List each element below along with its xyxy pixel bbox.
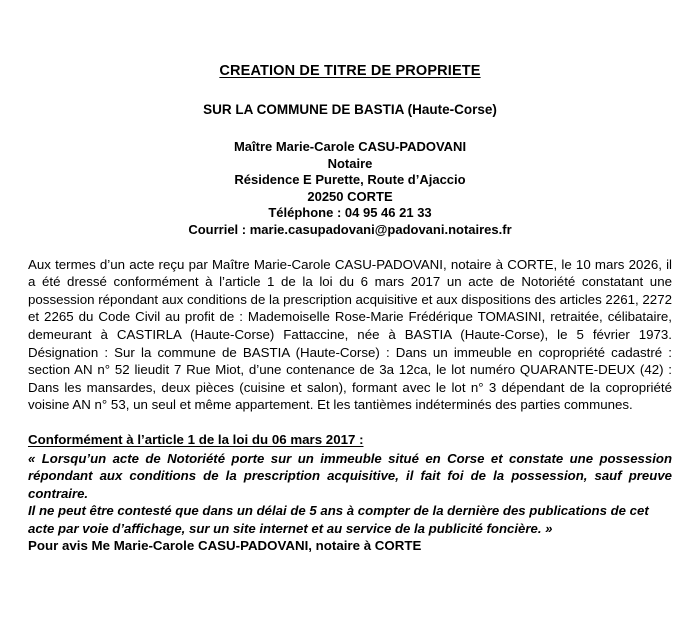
notary-contact-block <box>28 118 672 239</box>
notary-email: Courriel : marie.casupadovani@padovani.notaires.fr <box>188 221 512 237</box>
notary-postal-city: 20250 CORTE <box>307 188 393 204</box>
notary-name: Maître Marie-Carole CASU-PADOVANI <box>233 139 467 154</box>
page-title <box>28 0 672 79</box>
page-title-text: CREATION DE TITRE DE PROPRIETE <box>219 63 481 79</box>
law-quote-paragraph-2: Il ne peut être contesté que dans un délai de 5 ans à compter de la dernière des publications de cet acte par voie d’affichage, sur un site internet et au service de la publicité foncière. » <box>28 503 649 536</box>
law-reference-heading-text: Conformément à l’article 1 de la loi du 06 mars 2017 : <box>28 431 364 447</box>
notary-phone: Téléphone : 04 95 46 21 33 <box>268 205 432 221</box>
notice-signoff: Pour avis Me Marie-Carole CASU-PADOVANI, notaire à CORTE <box>28 537 422 553</box>
law-quote-block <box>28 448 672 554</box>
law-reference-heading <box>28 414 672 448</box>
page-subtitle: SUR LA COMMUNE DE BASTIA (Haute-Corse) <box>203 102 497 117</box>
law-quote-paragraph-1: « Lorsqu’un acte de Notoriété porte sur un immeuble situé en Corse et constate une possession répondant aux conditions de la prescription acquisitive, il fait foi de la possession, sauf preuve contraire. <box>28 450 672 501</box>
main-body-paragraph: Aux termes d’un acte reçu par Maître Marie-Carole CASU-PADOVANI, notaire à CORTE, le 10 mars 2026, il a été dressé conformément à l’article 1 de la loi du 6 mars 2017 un acte de Notoriété constatant une possession répondant aux conditions de la prescription acquisitive et aux dispositions des articles 2261, 2272 et 2265 du Code Civil au profit de : Mademoiselle Rose-Marie Frédérique TOMASINI, retraitée, célibataire, demeurant à CASTIRLA (Haute-Corse) Fattaccine, née à BASTIA (Haute-Corse), le 5 février 1973. Désignation : Sur la commune de BASTIA (Haute-Corse) : Dans un immeuble en copropriété cadastré : section AN n° 52 lieudit 7 Rue Miot, d’une contenance de 3a 12ca, le lot numéro QUARANTE-DEUX (42) : Dans les mansardes, deux pièces (cuisine et salon), formant avec le lot n° 3 dépendant de la copropriété voisine AN n° 53, un seul et même appartement. Et les tantièmes indéterminés des parties communes. <box>28 256 672 413</box>
notary-role: Notaire <box>327 155 373 171</box>
notary-address: Résidence E Purette, Route d’Ajaccio <box>234 172 466 188</box>
